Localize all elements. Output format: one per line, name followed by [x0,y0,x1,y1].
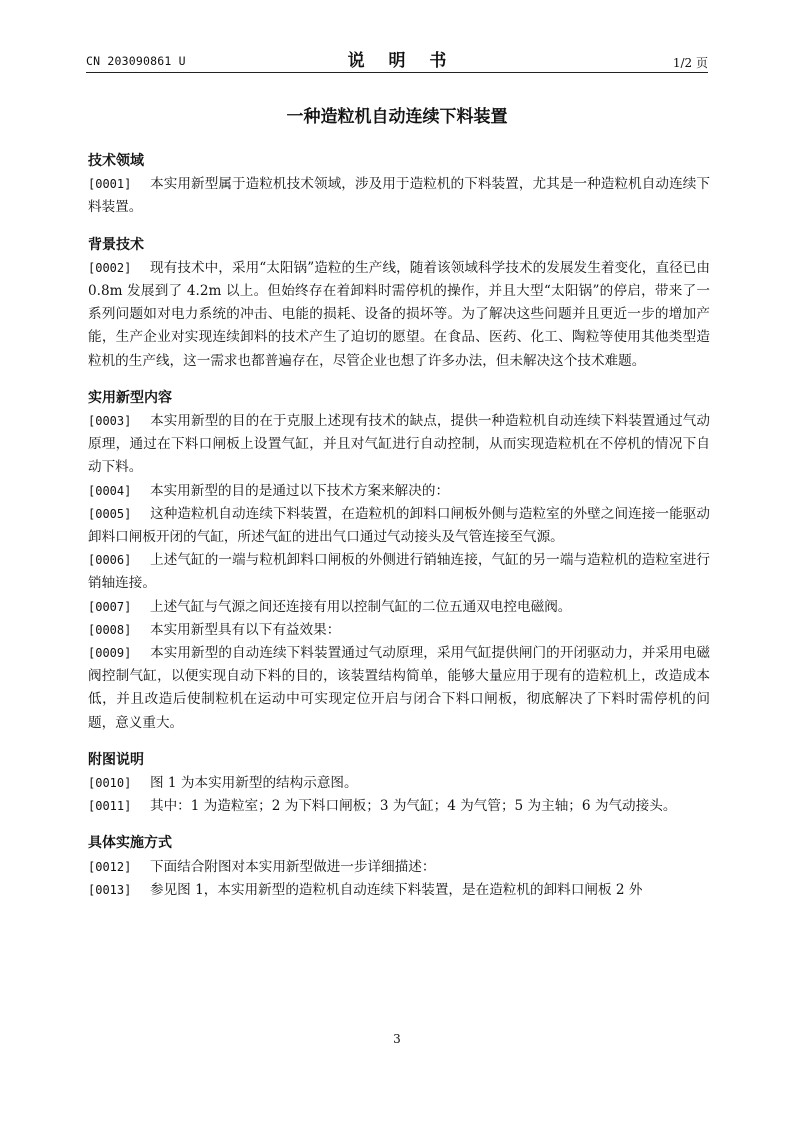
paragraph-number: [0011] [88,799,132,814]
paragraph-number: [0013] [88,882,132,897]
paragraph [88,795,710,818]
paragraph-text: 本实用新型的自动连续下料装置通过气动原理，采用气缸提供闸门的开闭驱动力，并采用电磁阀控制气缸，以便实现自动下料的目的，该装置结构简单，能够大量应用于现有的造粒机上，改造成本低，并且改造后使制粒机在运动中可实现定位开启与闭合下料口闸板，彻底解决了下料时需停机的问题，意义重大。 [88,645,710,731]
paragraph-text: 图 1 为本实用新型的结构示意图。 [150,775,358,792]
paragraph [88,549,710,595]
section [88,150,710,220]
paragraph-number: [0003] [88,413,132,428]
page-count-label: 1/2 页 [672,56,708,70]
paragraph [88,173,710,219]
paragraph-text: 参见图 1，本实用新型的造粒机自动连续下料装置，是在造粒机的卸料口闸板 2 外 [150,881,643,898]
section [88,234,710,373]
section [88,749,710,819]
paragraph [88,772,710,795]
paragraph-text: 本实用新型具有以下有益效果： [150,621,341,638]
paragraph-number: [0001] [88,177,132,192]
paragraph-number: [0005] [88,506,132,521]
paragraph [88,410,710,480]
header-divider [86,72,708,73]
paragraph-number: [0006] [88,553,132,568]
paragraph-text: 其中：1 为造粒室；2 为下料口闸板；3 为气缸；4 为气管；5 为主轴；6 为气动接头。 [150,798,677,815]
paragraph [88,480,710,503]
section-heading: 具体实施方式 [88,835,172,852]
paragraph-number: [0008] [88,622,132,637]
page-header [86,44,708,74]
paragraph-number: [0012] [88,859,132,874]
paragraph-text: 本实用新型属于造粒机技术领域，涉及用于造粒机的下料装置，尤其是一种造粒机自动连续下料装置。 [88,176,710,216]
section [88,832,710,902]
paragraph [88,879,710,902]
paragraph [88,596,710,619]
section-heading: 实用新型内容 [88,389,172,406]
paragraph [88,856,710,879]
paragraph-number: [0002] [88,260,132,275]
paragraph-number: [0007] [88,599,132,614]
paragraph-number: [0004] [88,483,132,498]
paragraph-text: 这种造粒机自动连续下料装置，在造粒机的卸料口闸板外侧与造粒室的外壁之间连接一能驱动卸料口闸板开闭的气缸，所述气缸的进出气口通过气动接头及气管连接至气源。 [88,505,710,545]
section-heading: 背景技术 [88,236,144,253]
paragraph-text: 现有技术中，采用“太阳锅”造粒的生产线，随着该领域科学技术的发展发生着变化，直径已由 0.8m 发展到了 4.2m 以上。但始终存在着卸料时需停机的操作，并且大型“太阳锅”的停启，带来了一系列问题如对电力系统的冲击、电能的损耗、设备的损坏等。为了解决这些问题并且更近一步的增加产能，生产企业对实现连续卸料的技术产生了迫切的愿望。在食品、医药、化工、陶粒等使用其他类型造粒机的生产线，这一需求也都普遍存在，尽管企业也想了许多办法，但未解决这个技术难题。 [88,259,710,369]
section-heading: 技术领域 [88,153,144,169]
paragraph [88,642,710,735]
document-title: 一种造粒机自动连续下料装置 [286,107,508,127]
paragraph-number: [0010] [88,776,132,791]
document-body [88,150,710,916]
paragraph-text: 本实用新型的目的是通过以下技术方案来解决的： [150,482,450,499]
patent-number: CN 203090861 U [86,54,186,68]
section-heading: 附图说明 [88,751,144,768]
paragraph-text: 上述气缸与气源之间还连接有用以控制气缸的二位五通双电控电磁阀。 [150,598,572,615]
paragraph [88,257,710,373]
paragraph-text: 下面结合附图对本实用新型做进一步详细描述： [150,858,436,875]
document-type-label: 说 明 书 [347,51,456,71]
paragraph [88,619,710,642]
paragraph-text: 本实用新型的目的在于克服上述现有技术的缺点，提供一种造粒机自动连续下料装置通过气动原理，通过在下料口闸板上设置气缸，并且对气缸进行自动控制，从而实现造粒机在不停机的情况下自动下料。 [88,412,710,476]
paragraph-text: 上述气缸的一端与粒机卸料口闸板的外侧进行销轴连接，气缸的另一端与造粒机的造粒室进行销轴连接。 [88,552,710,592]
section [88,387,710,735]
page-number: 3 [393,1032,401,1046]
paragraph-number: [0009] [88,646,132,661]
paragraph [88,503,710,549]
